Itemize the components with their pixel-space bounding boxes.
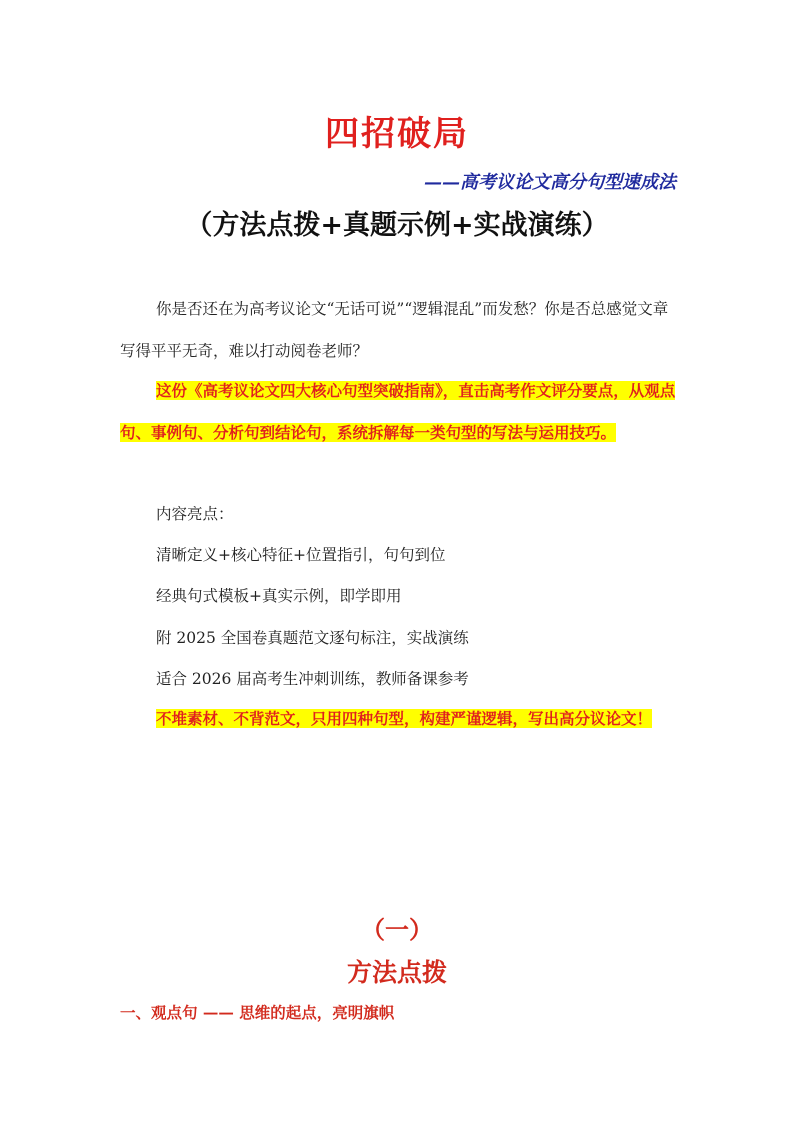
section-subheading: 一、观点句 —— 思维的起点，亮明旗帜 [120,1003,395,1022]
highlights-label: 内容亮点： [156,505,234,523]
section-title: 方法点拨 [346,958,447,987]
highlight-item-2: 经典句式模板+真实示例，即学即用 [156,587,402,605]
doc-subtitle-methods: （方法点拨+真题示例+实战演练） [185,210,609,241]
intro-paragraph-2-highlight [120,370,676,454]
doc-title: 四招破局 [325,114,469,154]
doc-subtitle: ——高考议论文高分句型速成法 [424,172,676,193]
highlight-item-3: 附 2025 全国卷真题范文逐句标注，实战演练 [156,629,469,647]
highlight-item-1: 清晰定义+核心特征+位置指引，句句到位 [156,546,446,564]
intro-paragraph-3-text: 不堆素材、不背范文，只用四种句型，构建严谨逻辑，写出高分议论文！ [156,709,653,728]
intro-paragraph-2-text: 这份《高考议论文四大核心句型突破指南》，直击高考作文评分要点，从观点句、事例句、分析句到结论句，系统拆解每一类句型的写法与运用技巧。 [120,381,676,442]
highlight-item-4: 适合 2026 届高考生冲刺训练，教师备课参考 [156,670,469,688]
section-number: （一） [361,915,433,944]
intro-paragraph-1 [120,288,676,372]
intro-paragraph-3-highlight [120,698,676,740]
intro-paragraph-1-text: 你是否还在为高考议论文“无话可说”“逻辑混乱”而发愁？你是否总感觉文章写得平平无奇，难以打动阅卷老师？ [120,300,669,360]
